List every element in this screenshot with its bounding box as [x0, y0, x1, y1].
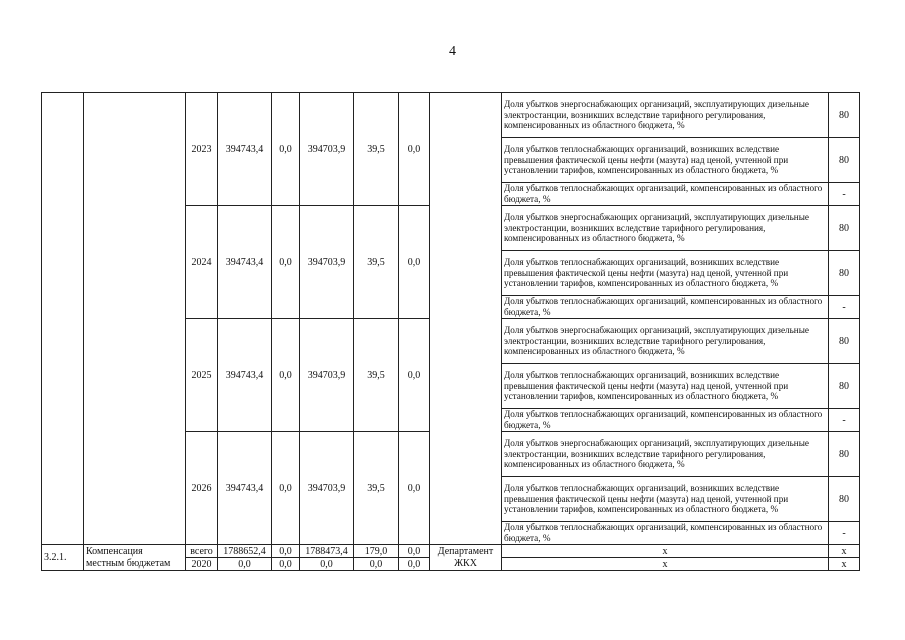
- year-cell: 2020: [186, 558, 218, 571]
- table-row: [42, 93, 860, 138]
- total-cell: 394743,4: [218, 206, 272, 319]
- indicator-value: -: [829, 522, 860, 545]
- indicator-value: 80: [829, 364, 860, 409]
- regional-cell: 394703,9: [300, 319, 354, 432]
- indicator-value: x: [829, 558, 860, 571]
- total-cell: 394743,4: [218, 93, 272, 206]
- indicator-description: Доля убытков энергоснабжающих организаций, эксплуатирующих дизельные электростанции, возникших вследствие тарифного регулирования, компенсированных из областного бюджета, %: [502, 93, 829, 138]
- indicator-description: Доля убытков энергоснабжающих организаций, эксплуатирующих дизельные электростанции, возникших вследствие тарифного регулирования, компенсированных из областного бюджета, %: [502, 319, 829, 364]
- item-name: Компенсация местным бюджетам: [84, 545, 186, 571]
- other-cell: 0,0: [399, 319, 430, 432]
- regional-cell: 394703,9: [300, 93, 354, 206]
- indicator-description: Доля убытков энергоснабжающих организаций, эксплуатирующих дизельные электростанции, возникших вследствие тарифного регулирования, компенсированных из областного бюджета, %: [502, 206, 829, 251]
- indicator-description: x: [502, 558, 829, 571]
- local-cell: 39,5: [354, 432, 399, 545]
- federal-cell: 0,0: [272, 319, 300, 432]
- indicator-value: 80: [829, 93, 860, 138]
- indicator-value: 80: [829, 206, 860, 251]
- other-cell: 0,0: [399, 206, 430, 319]
- year-cell: 2025: [186, 319, 218, 432]
- local-cell: 39,5: [354, 319, 399, 432]
- federal-cell: 0,0: [272, 432, 300, 545]
- indicator-description: Доля убытков теплоснабжающих организаций, возникших вследствие превышения фактической цены нефти (мазута) над ценой, учтенной при установлении тарифов, компенсированных из областного бюджета, %: [502, 477, 829, 522]
- page-number: 4: [449, 44, 456, 59]
- year-cell: всего: [186, 545, 218, 558]
- regional-cell: 394703,9: [300, 206, 354, 319]
- indicator-value: 80: [829, 477, 860, 522]
- indicator-value: x: [829, 545, 860, 558]
- indicator-description: Доля убытков энергоснабжающих организаций, эксплуатирующих дизельные электростанции, возникших вследствие тарифного регулирования, компенсированных из областного бюджета, %: [502, 432, 829, 477]
- regional-cell: 394703,9: [300, 432, 354, 545]
- indicator-description: Доля убытков теплоснабжающих организаций, возникших вследствие превышения фактической цены нефти (мазута) над ценой, учтенной при установлении тарифов, компенсированных из областного бюджета, %: [502, 251, 829, 296]
- federal-cell: 0,0: [272, 558, 300, 571]
- indicator-value: 80: [829, 138, 860, 183]
- local-cell: 179,0: [354, 545, 399, 558]
- regional-cell: 1788473,4: [300, 545, 354, 558]
- item-code: 3.2.1.: [42, 545, 84, 571]
- table-row: [42, 545, 860, 558]
- local-cell: 39,5: [354, 93, 399, 206]
- indicator-value: -: [829, 409, 860, 432]
- federal-cell: 0,0: [272, 206, 300, 319]
- indicator-description: Доля убытков теплоснабжающих организаций, компенсированных из областного бюджета, %: [502, 183, 829, 206]
- year-cell: 2024: [186, 206, 218, 319]
- indicator-description: x: [502, 545, 829, 558]
- total-cell: 0,0: [218, 558, 272, 571]
- total-cell: 394743,4: [218, 432, 272, 545]
- year-cell: 2023: [186, 93, 218, 206]
- local-cell: 0,0: [354, 558, 399, 571]
- table-body: [42, 93, 860, 571]
- indicator-description: Доля убытков теплоснабжающих организаций, компенсированных из областного бюджета, %: [502, 522, 829, 545]
- indicator-description: Доля убытков теплоснабжающих организаций, возникших вследствие превышения фактической цены нефти (мазута) над ценой, учтенной при установлении тарифов, компенсированных из областного бюджета, %: [502, 138, 829, 183]
- regional-cell: 0,0: [300, 558, 354, 571]
- responsible-cell: [430, 93, 502, 545]
- federal-cell: 0,0: [272, 545, 300, 558]
- other-cell: 0,0: [399, 545, 430, 558]
- other-cell: 0,0: [399, 93, 430, 206]
- federal-cell: 0,0: [272, 93, 300, 206]
- name-cell: [84, 93, 186, 545]
- other-cell: 0,0: [399, 432, 430, 545]
- indicator-description: Доля убытков теплоснабжающих организаций, компенсированных из областного бюджета, %: [502, 296, 829, 319]
- total-cell: 394743,4: [218, 319, 272, 432]
- code-cell: [42, 93, 84, 545]
- indicator-description: Доля убытков теплоснабжающих организаций, компенсированных из областного бюджета, %: [502, 409, 829, 432]
- local-cell: 39,5: [354, 206, 399, 319]
- indicator-description: Доля убытков теплоснабжающих организаций, возникших вследствие превышения фактической цены нефти (мазута) над ценой, учтенной при установлении тарифов, компенсированных из областного бюджета, %: [502, 364, 829, 409]
- item-responsible: Департамент ЖКХ: [430, 545, 502, 571]
- indicator-value: -: [829, 183, 860, 206]
- program-table: [41, 92, 860, 571]
- year-cell: 2026: [186, 432, 218, 545]
- indicator-value: 80: [829, 251, 860, 296]
- indicator-value: -: [829, 296, 860, 319]
- other-cell: 0,0: [399, 558, 430, 571]
- total-cell: 1788652,4: [218, 545, 272, 558]
- indicator-value: 80: [829, 319, 860, 364]
- indicator-value: 80: [829, 432, 860, 477]
